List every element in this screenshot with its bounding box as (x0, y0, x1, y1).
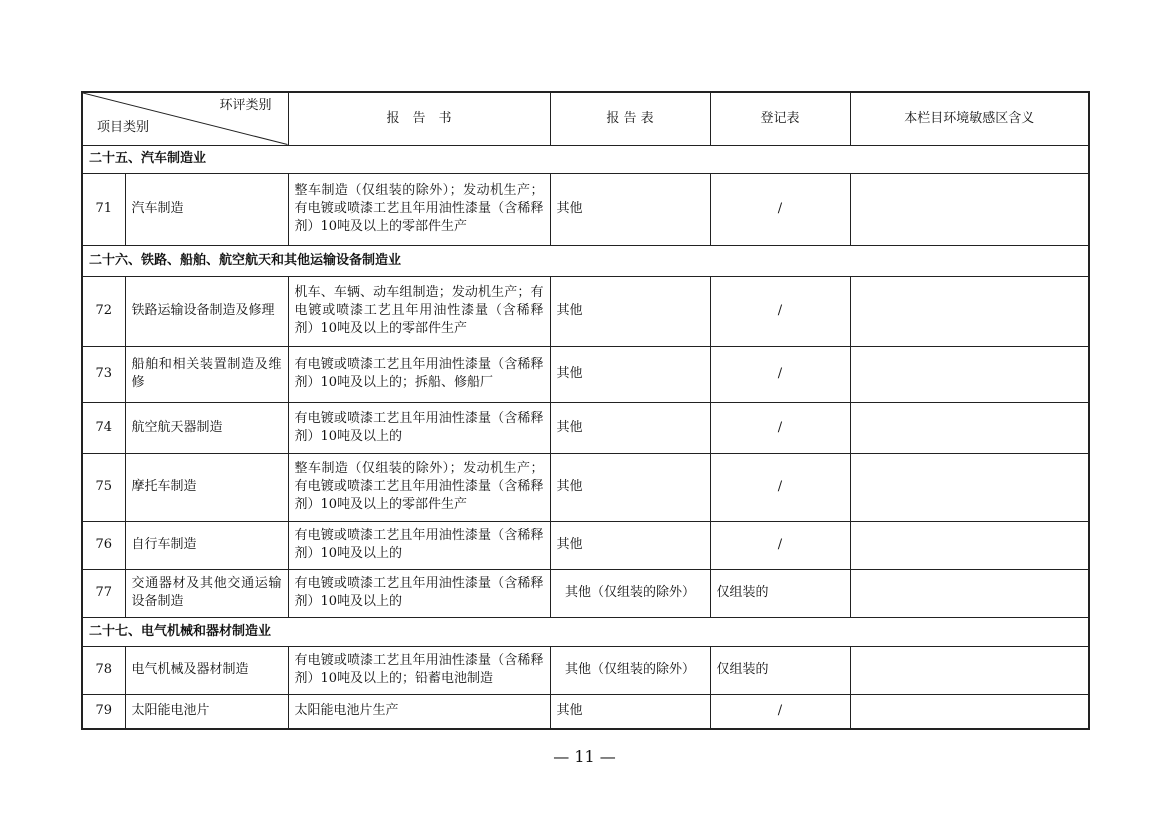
registration-cell: / (710, 346, 850, 402)
report-form-cell: 其他 (550, 402, 710, 453)
report-form-cell: 其他 (550, 694, 710, 729)
table-row (82, 346, 1089, 402)
row-number: 76 (82, 521, 125, 569)
table-row (82, 173, 1089, 245)
report-book-cell: 整车制造（仅组装的除外）；发动机生产；有电镀或喷漆工艺且年用油性漆量（含稀释剂）10吨及以上的零部件生产 (288, 453, 550, 521)
registration-cell: / (710, 694, 850, 729)
report-book-cell: 有电镀或喷漆工艺且年用油性漆量（含稀释剂）10吨及以上的；拆船、修船厂 (288, 346, 550, 402)
col-header-report-form: 报 告 表 (550, 92, 710, 145)
page-number: — 11 — (553, 747, 616, 766)
project-name: 摩托车制造 (125, 453, 288, 521)
registration-cell: / (710, 173, 850, 245)
report-form-cell: 其他 (550, 173, 710, 245)
section-row (82, 145, 1089, 173)
report-book-cell: 机车、车辆、动车组制造；发动机生产；有电镀或喷漆工艺且年用油性漆量（含稀释剂）10吨及以上的零部件生产 (288, 276, 550, 346)
corner-label-top: 环评类别 (219, 98, 272, 113)
table-row (82, 521, 1089, 569)
sensitive-area-cell (850, 173, 1089, 245)
report-book-cell: 整车制造（仅组装的除外）；发动机生产；有电镀或喷漆工艺且年用油性漆量（含稀释剂）10吨及以上的零部件生产 (288, 173, 550, 245)
project-name: 铁路运输设备制造及修理 (125, 276, 288, 346)
project-name: 太阳能电池片 (125, 694, 288, 729)
row-number: 79 (82, 694, 125, 729)
sensitive-area-cell (850, 276, 1089, 346)
report-form-cell: 其他 (550, 276, 710, 346)
section-row (82, 617, 1089, 646)
table-row (82, 646, 1089, 694)
row-number: 71 (82, 173, 125, 245)
project-name: 船舶和相关装置制造及维修 (125, 346, 288, 402)
report-book-cell: 太阳能电池片生产 (288, 694, 550, 729)
header-corner-cell (82, 92, 288, 145)
section-row (82, 245, 1089, 276)
sensitive-area-cell (850, 694, 1089, 729)
project-name: 自行车制造 (125, 521, 288, 569)
section-title: 二十六、铁路、船舶、航空航天和其他运输设备制造业 (82, 245, 1089, 276)
project-name: 交通器材及其他交通运输设备制造 (125, 569, 288, 617)
project-name: 汽车制造 (125, 173, 288, 245)
table-row (82, 276, 1089, 346)
registration-cell: / (710, 276, 850, 346)
corner-label-bottom: 项目类别 (97, 119, 150, 135)
report-form-cell: 其他 (550, 521, 710, 569)
sensitive-area-cell (850, 569, 1089, 617)
registration-cell: 仅组装的 (710, 646, 850, 694)
report-form-cell: 其他（仅组装的除外） (550, 569, 710, 617)
sensitive-area-cell (850, 453, 1089, 521)
sensitive-area-cell (850, 346, 1089, 402)
registration-cell: / (710, 402, 850, 453)
section-title: 二十五、汽车制造业 (82, 145, 1089, 173)
col-header-sensitive-area: 本栏目环境敏感区含义 (850, 92, 1089, 145)
row-number: 77 (82, 569, 125, 617)
report-book-cell: 有电镀或喷漆工艺且年用油性漆量（含稀释剂）10吨及以上的 (288, 569, 550, 617)
table-row (82, 694, 1089, 729)
sensitive-area-cell (850, 402, 1089, 453)
col-header-report-book: 报 告 书 (288, 92, 550, 145)
row-number: 73 (82, 346, 125, 402)
col-header-registration: 登记表 (710, 92, 850, 145)
registration-cell: 仅组装的 (710, 569, 850, 617)
section-title: 二十七、电气机械和器材制造业 (82, 617, 1089, 646)
project-name: 航空航天器制造 (125, 402, 288, 453)
report-form-cell: 其他 (550, 346, 710, 402)
table-row (82, 569, 1089, 617)
registration-cell: / (710, 521, 850, 569)
report-form-cell: 其他 (550, 453, 710, 521)
report-book-cell: 有电镀或喷漆工艺且年用油性漆量（含稀释剂）10吨及以上的；铅蓄电池制造 (288, 646, 550, 694)
table-row (82, 402, 1089, 453)
report-book-cell: 有电镀或喷漆工艺且年用油性漆量（含稀释剂）10吨及以上的 (288, 521, 550, 569)
row-number: 74 (82, 402, 125, 453)
row-number: 72 (82, 276, 125, 346)
row-number: 75 (82, 453, 125, 521)
project-category-table (81, 91, 1090, 730)
row-number: 78 (82, 646, 125, 694)
report-form-cell: 其他（仅组装的除外） (550, 646, 710, 694)
sensitive-area-cell (850, 521, 1089, 569)
report-book-cell: 有电镀或喷漆工艺且年用油性漆量（含稀释剂）10吨及以上的 (288, 402, 550, 453)
header-row (82, 92, 1089, 145)
sensitive-area-cell (850, 646, 1089, 694)
table-row (82, 453, 1089, 521)
registration-cell: / (710, 453, 850, 521)
project-name: 电气机械及器材制造 (125, 646, 288, 694)
